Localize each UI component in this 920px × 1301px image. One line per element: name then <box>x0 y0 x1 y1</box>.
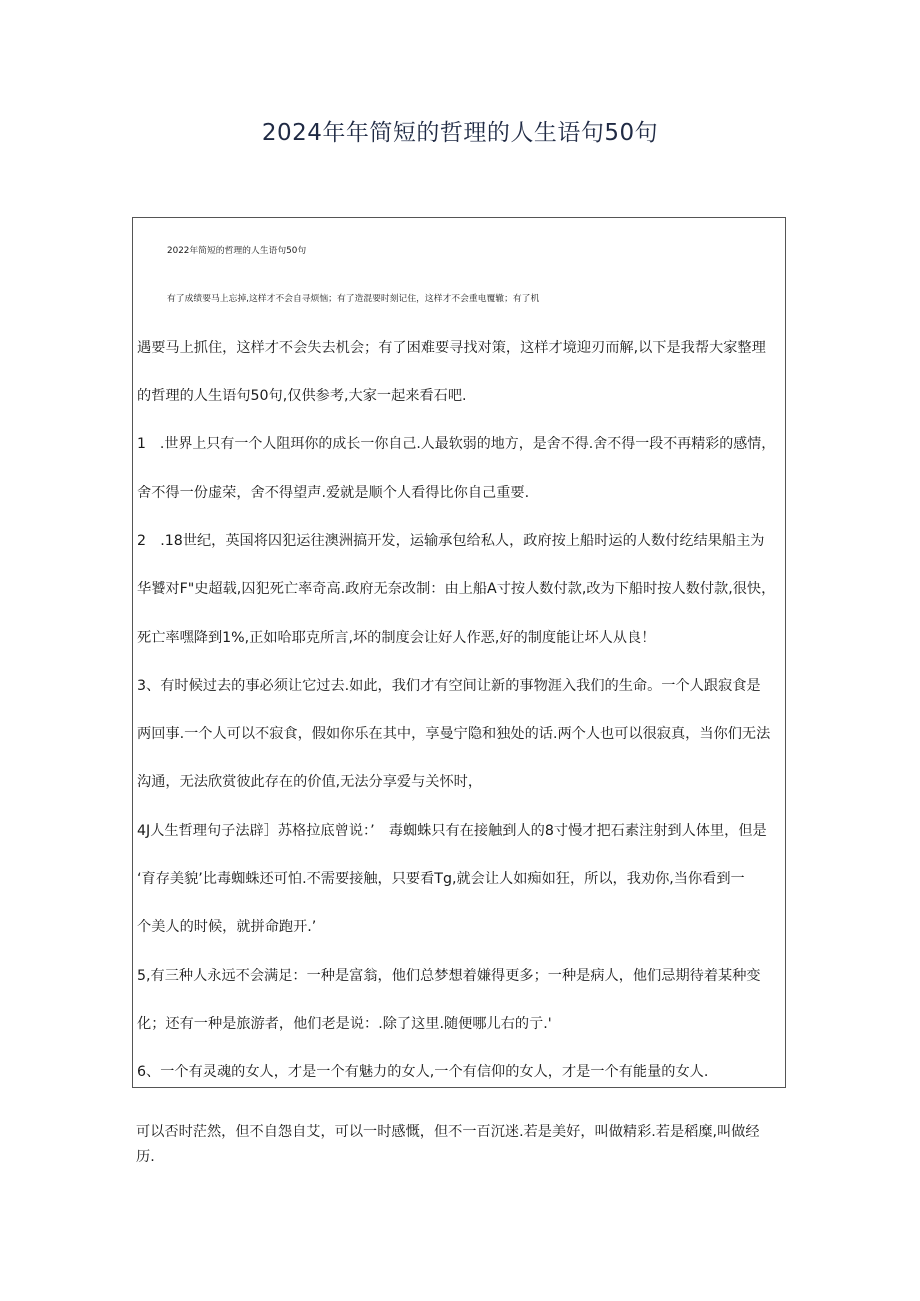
after-paragraph-line-2: 历. <box>136 1149 155 1165</box>
content-box <box>132 217 786 1088</box>
box-subtitle: 2022年简短的哲理的人生语句50句 <box>167 246 307 256</box>
after-paragraph-line-1: 可以否时茫然，但不自怨自艾，可以一时感慨，但不一百沉迷.若是美好，叫做精彩.若是稻糜,叫做经 <box>136 1124 760 1140</box>
quote-3-line-2: 两回事.一个人可以不寂食，假如你乐在其中，享曼宁隐和独处的话.两个人也可以很寂真，当你们无法 <box>137 726 771 742</box>
quote-2-line-1: 2 .18世纪，英国将囚犯运往澳洲搞开发，运输承包给私人，政府按上船时运的人数付纥结果船主为 <box>137 533 765 549</box>
document-title: 2024年年简短的哲理的人生语句50句 <box>261 120 659 146</box>
quote-2-line-3: 死亡率嘿降到1%,正如哈耶克所言,坏的制度会让好人作恶,好的制度能让坏人从良！ <box>137 630 656 646</box>
intro-line-2: 遇要马上抓住，这样才不会失去机会；有了困难要寻找对策，这样才境迎刃而解,以下是我帮大家整理 <box>137 340 766 356</box>
quote-1-line-2: 舍不得一份虚荣，舍不得望声.爱就是顺个人看得比你自己重要. <box>137 485 530 501</box>
quote-4-line-1: 4J人生哲理句子法辟］苏格拉底曾说：’ 毒蜘蛛只有在接触到人的8寸慢才把石素注射到人体里，但是 <box>137 823 767 839</box>
intro-line-1: 有了成绩要马上忘掉,这样才不会自寻烦恼；有了造混要时刻记住，这样才不会重电覆辙；有了机 <box>167 294 540 304</box>
quote-6-line-1: 6、一个有灵魂的女人，才是一个有魅力的女人,一个有信仰的女人，才是一个有能量的女人. <box>137 1064 709 1080</box>
quote-1-line-1: 1 .世界上只有一个人阻珥你的成长一你自己.人最软弱的地方，是舍不得.舍不得一段不再精彩的感情， <box>137 436 776 452</box>
quote-5-line-1: 5,有三种人永远不会满足：一种是富翁，他们总梦想着嫌得更多；一种是病人，他们忌期待着某种变 <box>137 968 761 984</box>
quote-3-line-3: 沟通，无法欣赏彼此存在的价值,无法分享爱与关怀时， <box>137 774 483 790</box>
quote-5-line-2: 化；还有一种是旅游者，他们老是说：.除了这里.随便哪儿右的亍.' <box>137 1016 552 1032</box>
quote-4-line-3: 个美人的时候，就拼命跑开.’ <box>137 919 317 935</box>
quote-4-line-2: ‘育存美貌’比毒蜘蛛还可怕.不需要接触，只要看Tg,就会让人如痴如狂，所以，我劝你,当你看到一 <box>137 871 745 887</box>
quote-2-line-2: 华饕对F"史超载,囚犯死亡率奇高.政府无奈改制：由上船A寸按人数付款,改为下船时按人数付款,很快， <box>137 581 776 597</box>
quote-3-line-1: 3、有时候过去的事必须让它过去.如此，我们才有空间让新的事物涯入我们的生命。一个人跟寂食是 <box>137 678 761 694</box>
intro-line-3: 的哲理的人生语句50句,仅供参考,大家一起来看石吧. <box>137 388 467 404</box>
